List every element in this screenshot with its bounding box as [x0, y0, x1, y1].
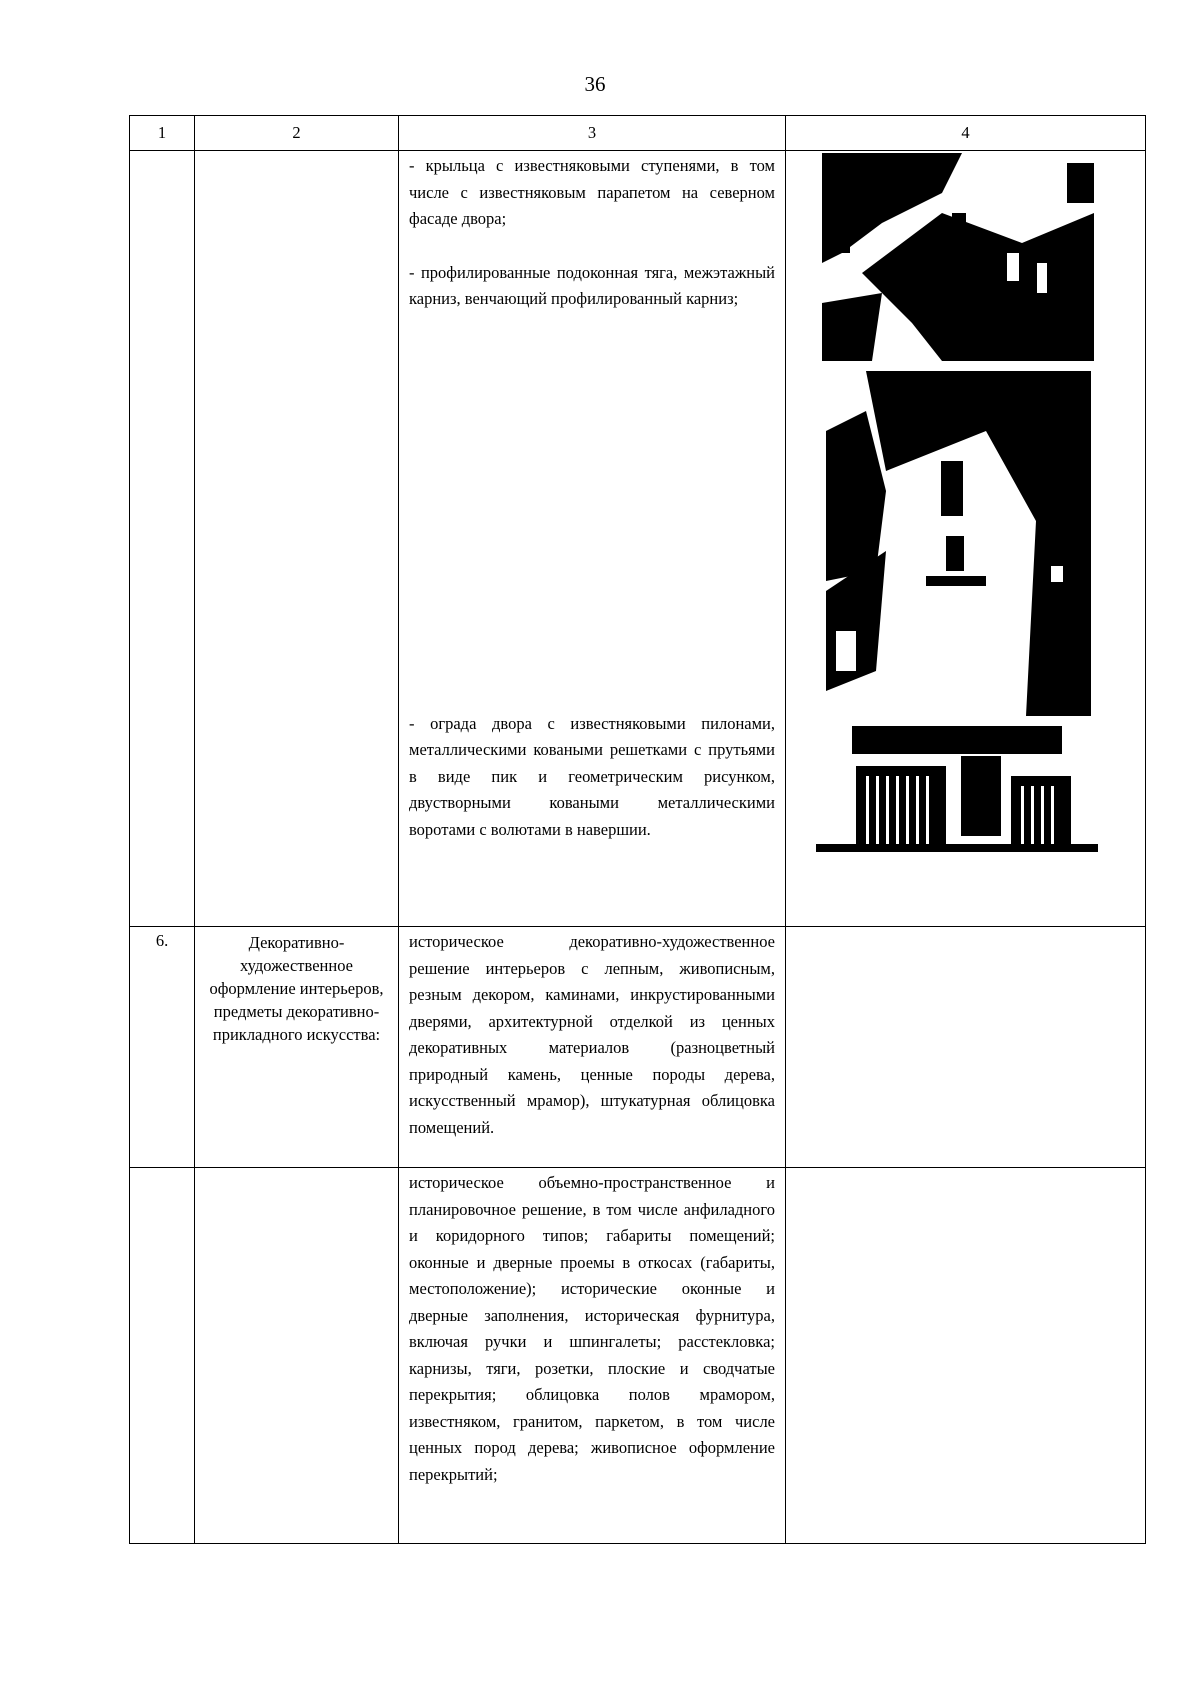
courtyard-fence-gate-photo — [816, 726, 1098, 866]
description-cell — [399, 151, 786, 927]
courtyard-corner-photo — [826, 371, 1091, 716]
item-porches: - крыльца с известняковыми ступенями, в том числе с известняковым парапетом на северном фасаде двора; — [409, 156, 775, 228]
name-cell: Декоративно-художественное оформление интерьеров, предметы декоративно-прикладного искусства: — [195, 927, 399, 1168]
name-cell — [195, 151, 399, 927]
number-cell — [130, 151, 195, 927]
table-row-6 — [130, 927, 1146, 1168]
number-cell: 6. — [130, 927, 195, 1168]
monument-elements-table — [129, 115, 1146, 1544]
header-cell: 3 — [399, 116, 786, 151]
table-header-row — [130, 116, 1146, 151]
courtyard-facade-photo — [822, 153, 1094, 361]
item-decorative-interiors: историческое декоративно-художественное решение интерьеров с лепным, живописным, резным декором, каминами, инкрустированными дверями, архитектурной отделкой из ценных декоративных материалов (разноцветный природный камень, ценные породы дерева, искусственный мрамор), штукатурная облицовка помещений. — [409, 932, 775, 1137]
item-fence: - ограда двора с известняковыми пилонами, металлическими коваными решетками с прутьями в виде пик и геометрическим рисунком, двустворными коваными металлическими воротами с волютами в навершии. — [409, 713, 775, 839]
photo-cell — [786, 1168, 1146, 1544]
header-cell: 2 — [195, 116, 399, 151]
item-spatial-planning: историческое объемно-пространственное и планировочное решение, в том числе анфиладного и коридорного типов; габариты помещений; оконные и дверные проемы в откосах (габариты, местоположение); исторические оконные и дверные заполнения, историческая фурнитура, включая ручки и шпингалеты; расстекловка; карнизы, тяги, розетки, плоские и сводчатые перекрытия; облицовка полов мрамором, известняком, гранитом, паркетом, в том числе ценных пород дерева; живописное оформление перекрытий; — [409, 1173, 775, 1484]
header-cell: 4 — [786, 116, 1146, 151]
table-row-continuation — [130, 151, 1146, 927]
name-cell — [195, 1168, 399, 1544]
number-cell — [130, 1168, 195, 1544]
photo-cell — [786, 927, 1146, 1168]
description-cell — [399, 1168, 786, 1544]
description-cell — [399, 927, 786, 1168]
item-cornices: - профилированные подоконная тяга, межэтажный карниз, венчающий профилированный карниз; — [409, 262, 775, 308]
photo-cell — [786, 151, 1146, 927]
table-row-7 — [130, 1168, 1146, 1544]
header-cell: 1 — [130, 116, 195, 151]
page-number: 36 — [584, 72, 606, 96]
